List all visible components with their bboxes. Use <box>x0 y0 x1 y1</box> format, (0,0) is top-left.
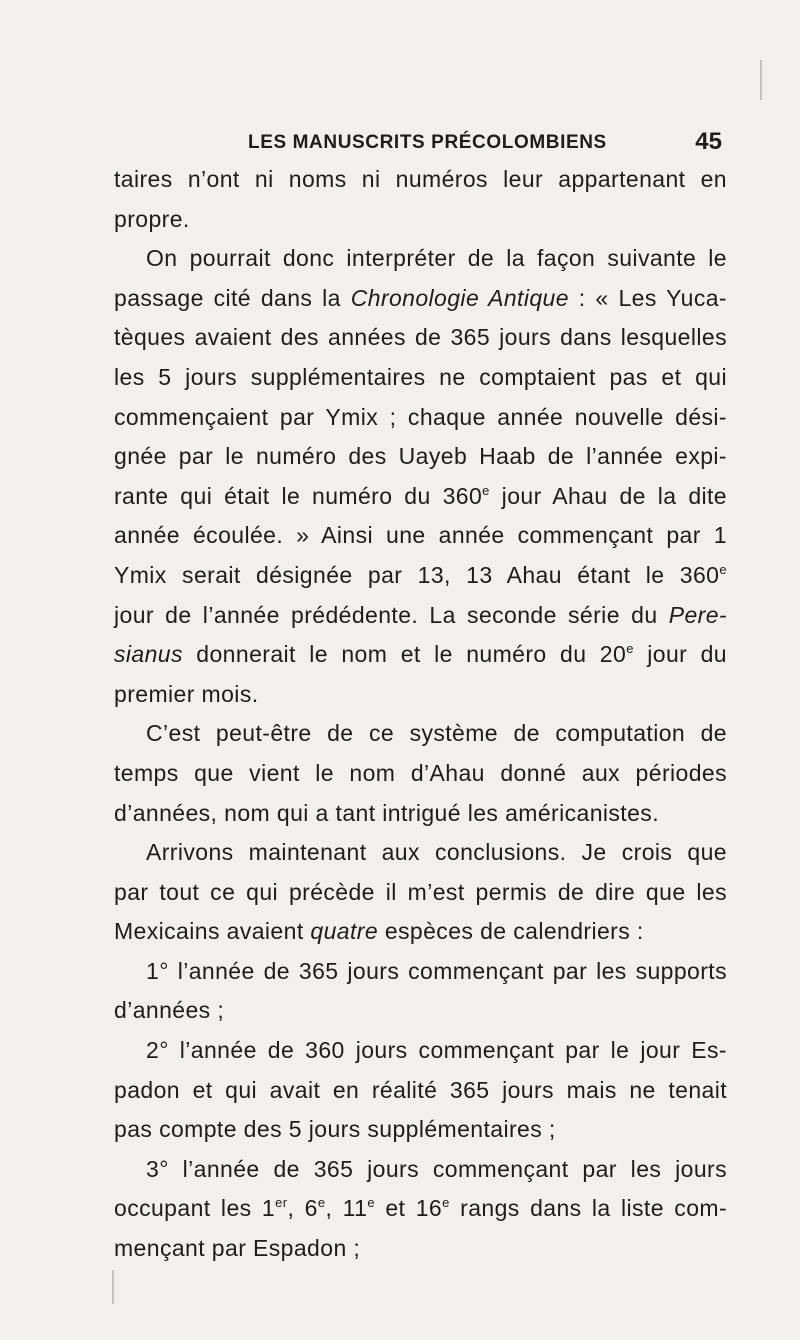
text-fragment: occupant les 1 <box>114 1195 276 1222</box>
list-item-1 <box>114 952 727 1031</box>
page-margin-mark <box>760 60 762 100</box>
text-line: les 5 jours supplémentaires ne comptaient pas et qui <box>114 363 727 390</box>
text-line: année écoulée. » Ainsi une année commençant par 1 <box>114 522 727 549</box>
text-line: d’années ; <box>114 997 225 1024</box>
paragraph-2 <box>114 239 727 714</box>
list-item-3 <box>114 1150 727 1269</box>
text-fragment: Ymix serait désignée par 13, 13 Ahau étant le 360 <box>114 561 720 588</box>
italic-word: quatre <box>310 918 379 945</box>
superscript: e <box>367 1195 375 1211</box>
text-fragment: donnerait le nom et le numéro du 20 <box>182 641 627 668</box>
text-line: padon et qui avait en réalité 365 jours mais ne tenait <box>114 1076 727 1103</box>
text-line: tèques avaient des années de 365 jours dans lesquelles <box>114 324 727 351</box>
text-line <box>114 912 727 952</box>
text-line: d’années, nom qui a tant intrigué les américanistes. <box>114 799 659 826</box>
superscript: er <box>275 1195 288 1211</box>
text-line: Arrivons maintenant aux conclusions. Je crois que <box>146 839 727 866</box>
text-line: taires n’ont ni noms ni numéros leur appartenant en <box>114 166 727 192</box>
text-fragment: Mexicains avaient <box>114 918 311 945</box>
text-line <box>114 635 727 675</box>
text-line: C’est peut-être de ce système de computation de <box>146 720 727 747</box>
text-line <box>114 279 727 319</box>
text-fragment: jour de l’année prédédente. La seconde série du <box>114 601 669 628</box>
text-fragment: , 6 <box>287 1195 318 1222</box>
text-fragment: rangs dans la liste com- <box>449 1195 727 1222</box>
superscript: e <box>482 482 490 498</box>
text-line: 1° l’année de 365 jours commençant par les supports <box>146 957 727 984</box>
superscript: e <box>626 641 634 657</box>
text-fragment: et 16 <box>374 1195 443 1222</box>
text-line: temps que vient le nom d’Ahau donné aux périodes <box>114 759 727 786</box>
text-line <box>114 1189 727 1229</box>
text-line: pas compte des 5 jours supplémentaires ; <box>114 1116 556 1143</box>
text-line: 3° l’année de 365 jours commençant par les jours <box>146 1155 727 1182</box>
text-line: gnée par le numéro des Uayeb Haab de l’année expi- <box>114 443 727 470</box>
text-line: premier mois. <box>114 680 259 707</box>
text-fragment: jour du <box>633 641 727 668</box>
text-line: On pourrait donc interpréter de la façon suivante le <box>146 245 727 272</box>
superscript: e <box>719 561 727 577</box>
text-fragment: passage cité dans la <box>114 284 351 311</box>
list-item-2 <box>114 1031 727 1150</box>
text-line: mençant par Espadon ; <box>114 1235 361 1262</box>
text-line <box>114 556 727 596</box>
italic-word: sianus <box>114 641 183 668</box>
text-fragment: rante qui était le numéro du 360 <box>114 482 483 509</box>
text-line: par tout ce qui précède il m’est permis de dire que les <box>114 878 727 905</box>
paragraph-3 <box>114 714 727 833</box>
text-line <box>114 477 727 517</box>
italic-title: Chronologie Antique <box>350 284 569 311</box>
page-number: 45 <box>695 128 722 155</box>
text-fragment: , 11 <box>325 1195 368 1222</box>
body-text <box>114 160 727 1269</box>
running-head <box>248 128 722 162</box>
text-fragment: : « Les Yuca- <box>568 284 727 311</box>
text-line: commençaient par Ymix ; chaque année nouvelle dési- <box>114 403 727 430</box>
running-title: LES MANUSCRITS PRÉCOLOMBIENS <box>248 132 607 153</box>
text-line: propre. <box>114 205 190 232</box>
superscript: e <box>317 1195 326 1211</box>
superscript: e <box>442 1195 450 1211</box>
page-margin-mark <box>112 1270 114 1304</box>
paragraph-4 <box>114 833 727 952</box>
italic-word: Pere- <box>668 601 727 628</box>
text-line: 2° l’année de 360 jours commençant par le jour Es- <box>146 1037 727 1064</box>
text-line <box>114 596 727 636</box>
paragraph-1 <box>114 160 727 239</box>
text-fragment: espèces de calendriers : <box>378 918 644 945</box>
text-fragment: jour Ahau de la dite <box>489 482 727 509</box>
